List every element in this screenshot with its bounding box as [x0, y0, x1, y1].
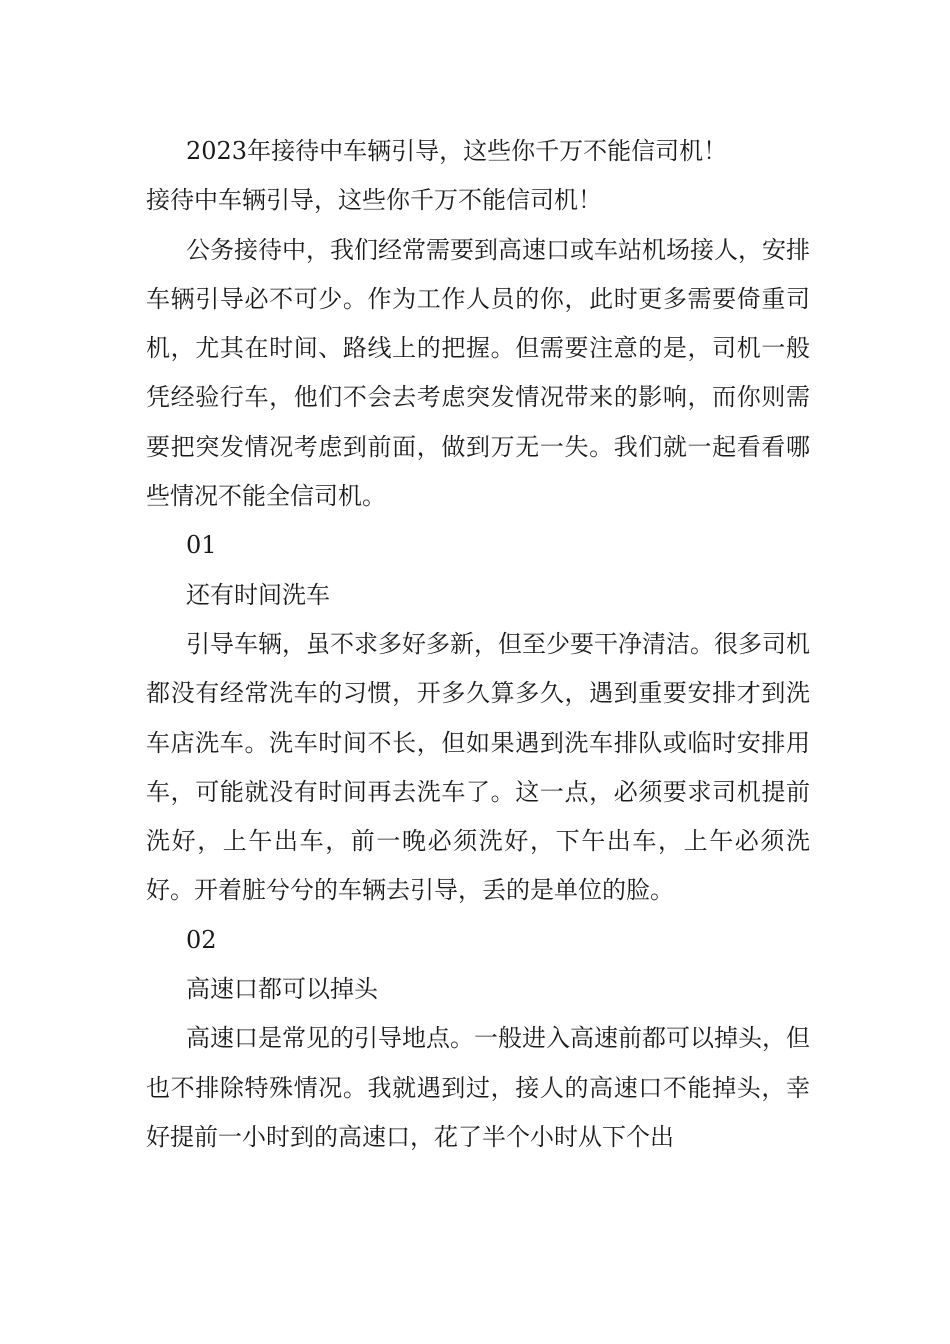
section-number: 02: [186, 925, 217, 954]
intro-paragraph: 公务接待中，我们经常需要到高速口或车站机场接人，安排车辆引导必不可少。作为工作人员的你，此时更多需要倚重司机，尤其在时间、路线上的把握。但需要注意的是，司机一般凭经验行车，他们不会去考虑突发情况带来的影响，而你则需要把突发情况考虑到前面，做到万无一失。我们就一起看看哪些情况不能全信司机。: [146, 235, 810, 511]
section-body: 高速口是常见的引导地点。一般进入高速前都可以掉头，但也不排除特殊情况。我就遇到过，接人的高速口不能掉头，幸好提前一小时到的高速口，花了半个小时从下个出: [146, 1024, 810, 1151]
document-subtitle: 接待中车辆引导，这些你千万不能信司机！: [146, 186, 602, 215]
section-heading: 高速口都可以掉头: [186, 975, 378, 1004]
section-number: 01: [186, 531, 217, 560]
document-title: 2023年接待中车辆引导，这些你千万不能信司机！: [186, 137, 728, 165]
section-body: 引导车辆，虽不求多好多新，但至少要干净清洁。很多司机都没有经常洗车的习惯，开多久算多久，遇到重要安排才到洗车店洗车。洗车时间不长，但如果遇到洗车排队或临时安排用车，可能就没有时间再去洗车了。这一点，必须要求司机提前洗好，上午出车，前一晚必须洗好，下午出车，上午必须洗好。开着脏兮兮的车辆去引导，丢的是单位的脸。: [146, 629, 810, 905]
section-heading: 还有时间洗车: [186, 580, 330, 609]
document-page: [146, 127, 810, 1162]
